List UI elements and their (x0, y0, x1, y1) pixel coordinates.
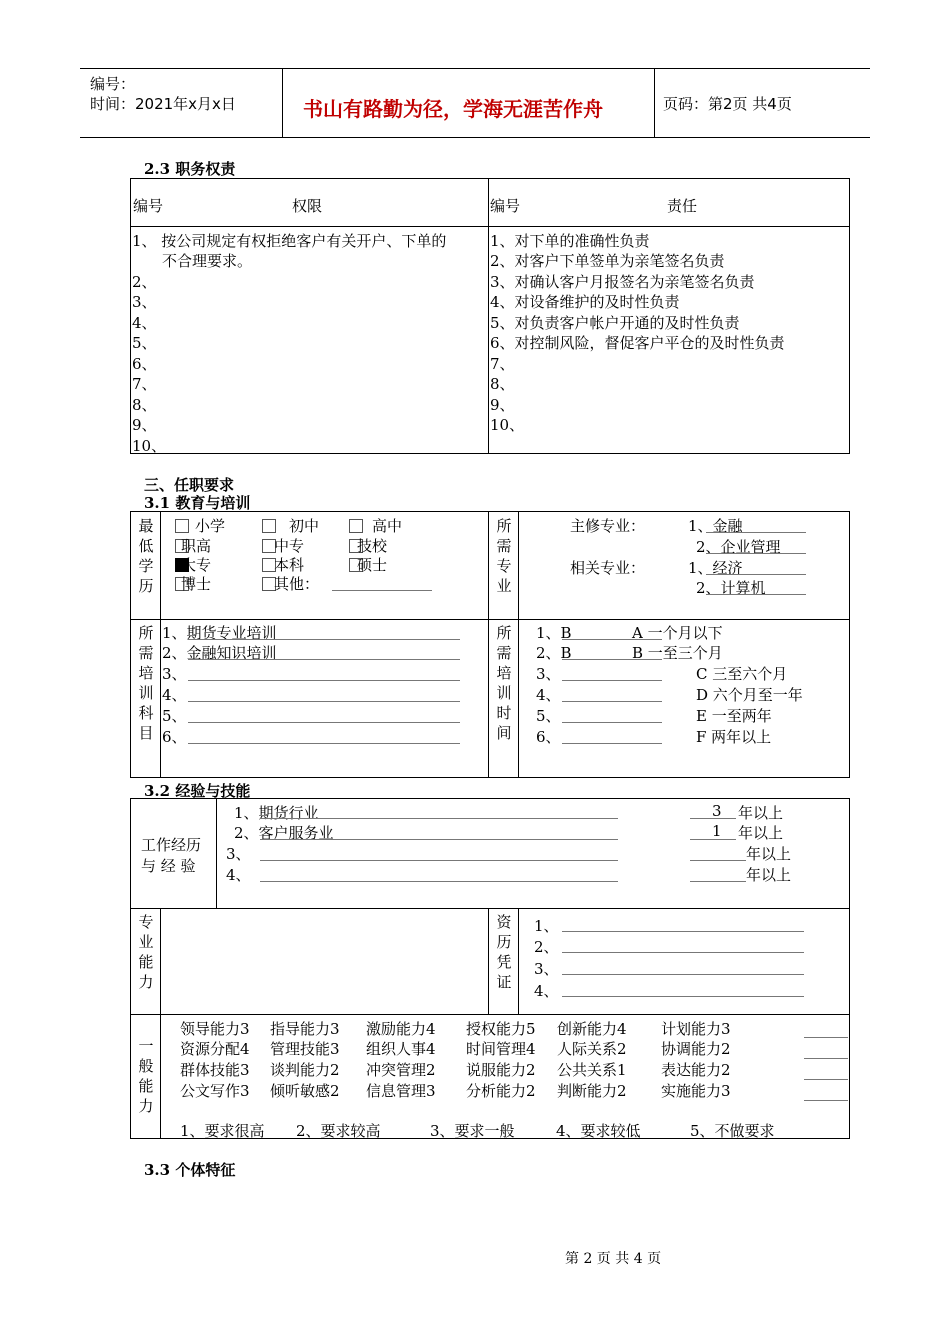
edu-option: 大专 (181, 556, 212, 574)
time-option: E 一至两年 (696, 707, 772, 725)
edu-option: 其他： (274, 575, 320, 593)
ability-field[interactable] (804, 1043, 848, 1059)
training-time-field[interactable] (562, 707, 662, 723)
training-time: 4、 (536, 686, 561, 704)
major-label: 所需专业 (496, 517, 512, 595)
training-time-field[interactable] (562, 686, 662, 702)
years-value: 3 (712, 802, 722, 820)
training-field[interactable] (188, 644, 460, 660)
cert-field[interactable] (562, 916, 804, 932)
training-time: 1、B (536, 624, 572, 642)
legend-item: 5、不做要求 (690, 1122, 775, 1140)
ability-item: 创新能力4 (557, 1020, 627, 1038)
ability-item: 分析能力2 (466, 1082, 536, 1100)
rights-item: 4、 (132, 314, 157, 332)
page-header (80, 68, 870, 138)
time-option: F 两年以上 (696, 728, 772, 746)
divider (488, 178, 489, 453)
ability-item: 公文写作3 (180, 1082, 250, 1100)
ability-item: 激励能力4 (366, 1020, 436, 1038)
training-item: 4、 (162, 686, 187, 704)
rights-item: 7、 (132, 375, 157, 393)
edu-option: 职高 (181, 537, 212, 555)
edu-option: 初中 (289, 517, 320, 535)
training-time: 2、B (536, 644, 572, 662)
ability-item: 管理技能3 (270, 1040, 340, 1058)
ability-item: 谈判能力2 (270, 1061, 340, 1079)
motto: 书山有路勤为径，学海无涯苦作舟 (303, 97, 603, 121)
checkbox-senior-high[interactable] (349, 519, 363, 533)
ability-item: 公共关系1 (557, 1061, 627, 1079)
time-option: D 六个月至一年 (696, 686, 803, 704)
years-value: 1 (712, 822, 722, 840)
legend-item: 1、要求很高 (180, 1122, 265, 1140)
divider (160, 511, 161, 777)
experience-item: 3、 (226, 845, 251, 863)
section-title-3-3: 3.3 个体特征 (144, 1161, 236, 1179)
time-option: C 三至六个月 (696, 665, 788, 683)
experience-field[interactable] (260, 845, 618, 861)
training-item: 5、 (162, 707, 187, 725)
ability-field[interactable] (804, 1022, 848, 1038)
edu-option: 小学 (195, 517, 226, 535)
related-major: 1、经济 (688, 559, 743, 577)
ability-item: 时间管理4 (466, 1040, 536, 1058)
checkbox-junior-high[interactable] (262, 519, 276, 533)
rights-item: 不合理要求。 (162, 252, 253, 270)
header-page-cell (655, 69, 870, 137)
ability-field[interactable] (804, 1085, 848, 1101)
duty-item: 10、 (490, 416, 525, 434)
ability-item: 实施能力3 (661, 1082, 731, 1100)
header-meta (80, 69, 283, 137)
duty-item: 8、 (490, 375, 515, 393)
main-major-label: 主修专业： (570, 517, 646, 535)
divider (216, 798, 217, 908)
edu-option: 博士 (181, 575, 212, 593)
section-title-3-2: 3.2 经验与技能 (144, 782, 251, 800)
training-time-label: 所需培训时间 (496, 624, 512, 742)
duty-item: 5、对负责客户帐户开通的及时性负责 (490, 314, 740, 332)
ability-item: 信息管理3 (366, 1082, 436, 1100)
experience-field[interactable] (260, 824, 618, 840)
years-suffix: 年以上 (738, 804, 784, 822)
duty-item: 9、 (490, 396, 515, 414)
divider (130, 908, 849, 909)
ability-item: 协调能力2 (661, 1040, 731, 1058)
page-footer: 第 2 页 共 4 页 (565, 1251, 662, 1267)
related-major: 2、计算机 (696, 579, 766, 597)
underline (706, 517, 806, 533)
experience-field[interactable] (260, 803, 618, 819)
legend-item: 4、要求较低 (556, 1122, 641, 1140)
edu-option: 技校 (357, 537, 388, 555)
ability-item: 表达能力2 (661, 1061, 731, 1079)
years-suffix: 年以上 (746, 845, 792, 863)
other-edu-field[interactable] (332, 574, 432, 591)
ability-item: 计划能力3 (661, 1020, 731, 1038)
main-major: 1、金融 (688, 517, 743, 535)
training-item: 2、金融知识培训 (162, 644, 277, 662)
duties-title-header: 责任 (667, 197, 698, 215)
years-field[interactable] (690, 866, 746, 882)
rights-item: 8、 (132, 396, 157, 414)
rights-title-header: 权限 (292, 197, 323, 215)
cert-field[interactable] (562, 937, 804, 953)
experience-item: 1、期货行业 (234, 804, 319, 822)
underline (706, 538, 806, 554)
training-time-field[interactable] (562, 728, 662, 744)
rights-item: 9、 (132, 416, 157, 434)
training-field[interactable] (188, 624, 460, 640)
divider (160, 908, 161, 1138)
date-line: 时间：2021年x月x日 (90, 95, 236, 113)
edu-option: 中专 (274, 537, 305, 555)
duty-item: 6、对控制风险，督促客户平仓的及时性负责 (490, 334, 785, 352)
cert-item: 3、 (534, 960, 559, 978)
legend-item: 2、要求较高 (296, 1122, 381, 1140)
years-field[interactable] (690, 824, 736, 840)
section-title-3: 三、任职要求 (144, 476, 235, 494)
training-label: 所需培训科目 (138, 624, 154, 742)
rights-item: 1、 按公司规定有权拒绝客户有关开户、下单的 (132, 232, 447, 250)
duty-item: 3、对确认客户月报签名为亲笔签名负责 (490, 273, 755, 291)
divider (518, 908, 519, 1014)
main-major: 2、企业管理 (696, 538, 781, 556)
training-time: 3、 (536, 665, 561, 683)
training-field[interactable] (188, 665, 460, 681)
years-field[interactable] (690, 845, 746, 861)
rights-item: 3、 (132, 293, 157, 311)
checkbox-primary[interactable] (175, 519, 189, 533)
section-title-2-3: 2.3 职务权责 (144, 160, 236, 178)
cert-field[interactable] (562, 959, 804, 975)
divider (130, 226, 849, 227)
ability-field[interactable] (804, 1064, 848, 1080)
duties-num-header: 编号 (490, 197, 521, 215)
legend-item: 3、要求一般 (430, 1122, 515, 1140)
edu-option: 高中 (372, 517, 403, 535)
duty-item: 7、 (490, 355, 515, 373)
ability-item: 判断能力2 (557, 1082, 627, 1100)
experience-field[interactable] (260, 866, 618, 882)
ability-item: 群体技能3 (180, 1061, 250, 1079)
ability-item: 领导能力3 (180, 1020, 250, 1038)
duty-item: 2、对客户下单签单为亲笔签名负责 (490, 252, 725, 270)
underline (706, 559, 806, 575)
edu-option: 本科 (274, 556, 305, 574)
training-field[interactable] (188, 686, 460, 702)
training-time: 5、 (536, 707, 561, 725)
rights-num-header: 编号 (133, 197, 164, 215)
pro-skill-label: 专业能力 (138, 913, 154, 991)
duty-item: 1、对下单的准确性负责 (490, 232, 650, 250)
ability-item: 资源分配4 (180, 1040, 250, 1058)
training-item: 6、 (162, 728, 187, 746)
ability-item: 授权能力5 (466, 1020, 536, 1038)
divider (488, 908, 489, 1014)
rights-item: 2、 (132, 273, 157, 291)
ability-item: 冲突管理2 (366, 1061, 436, 1079)
ability-item: 指导能力3 (270, 1020, 340, 1038)
duty-item: 4、对设备维护的及时性负责 (490, 293, 680, 311)
cert-item: 1、 (534, 917, 559, 935)
rights-item: 5、 (132, 334, 157, 352)
cert-field[interactable] (562, 981, 804, 997)
training-time: 6、 (536, 728, 561, 746)
edu-option: 硕士 (357, 556, 388, 574)
experience-item: 4、 (226, 866, 251, 884)
cert-item: 4、 (534, 982, 559, 1000)
years-field[interactable] (690, 803, 736, 819)
rights-item: 6、 (132, 355, 157, 373)
ability-item: 组织人事4 (366, 1040, 436, 1058)
training-field[interactable] (188, 707, 460, 723)
ability-item: 说服能力2 (466, 1061, 536, 1079)
work-exp-label: 工作经历与 经 验 (141, 836, 202, 875)
training-time-field[interactable] (562, 665, 662, 681)
header-motto-cell (283, 69, 655, 137)
rights-item: 10、 (132, 437, 167, 455)
time-option: A 一个月以下 (632, 624, 723, 642)
divider (518, 511, 519, 777)
general-ability-label: 一般能力 (138, 1037, 154, 1115)
ability-item: 倾听敏感2 (270, 1082, 340, 1100)
years-suffix: 年以上 (738, 824, 784, 842)
min-edu-label: 最低学历 (138, 517, 154, 595)
training-item: 3、 (162, 665, 187, 683)
section-title-3-1: 3.1 教育与培训 (144, 494, 251, 512)
number-label: 编号： (90, 75, 136, 93)
cert-label: 资历凭证 (496, 913, 512, 991)
training-item: 1、期货专业培训 (162, 624, 277, 642)
cert-item: 2、 (534, 938, 559, 956)
years-suffix: 年以上 (746, 866, 792, 884)
divider (130, 1014, 849, 1015)
ability-item: 人际关系2 (557, 1040, 627, 1058)
time-option: B 一至三个月 (632, 644, 723, 662)
divider (130, 619, 849, 620)
page-info: 页码：第2页 共4页 (663, 95, 792, 113)
related-major-label: 相关专业： (570, 559, 646, 577)
divider (488, 511, 489, 777)
underline (706, 579, 806, 595)
training-field[interactable] (188, 728, 460, 744)
experience-item: 2、客户服务业 (234, 824, 334, 842)
